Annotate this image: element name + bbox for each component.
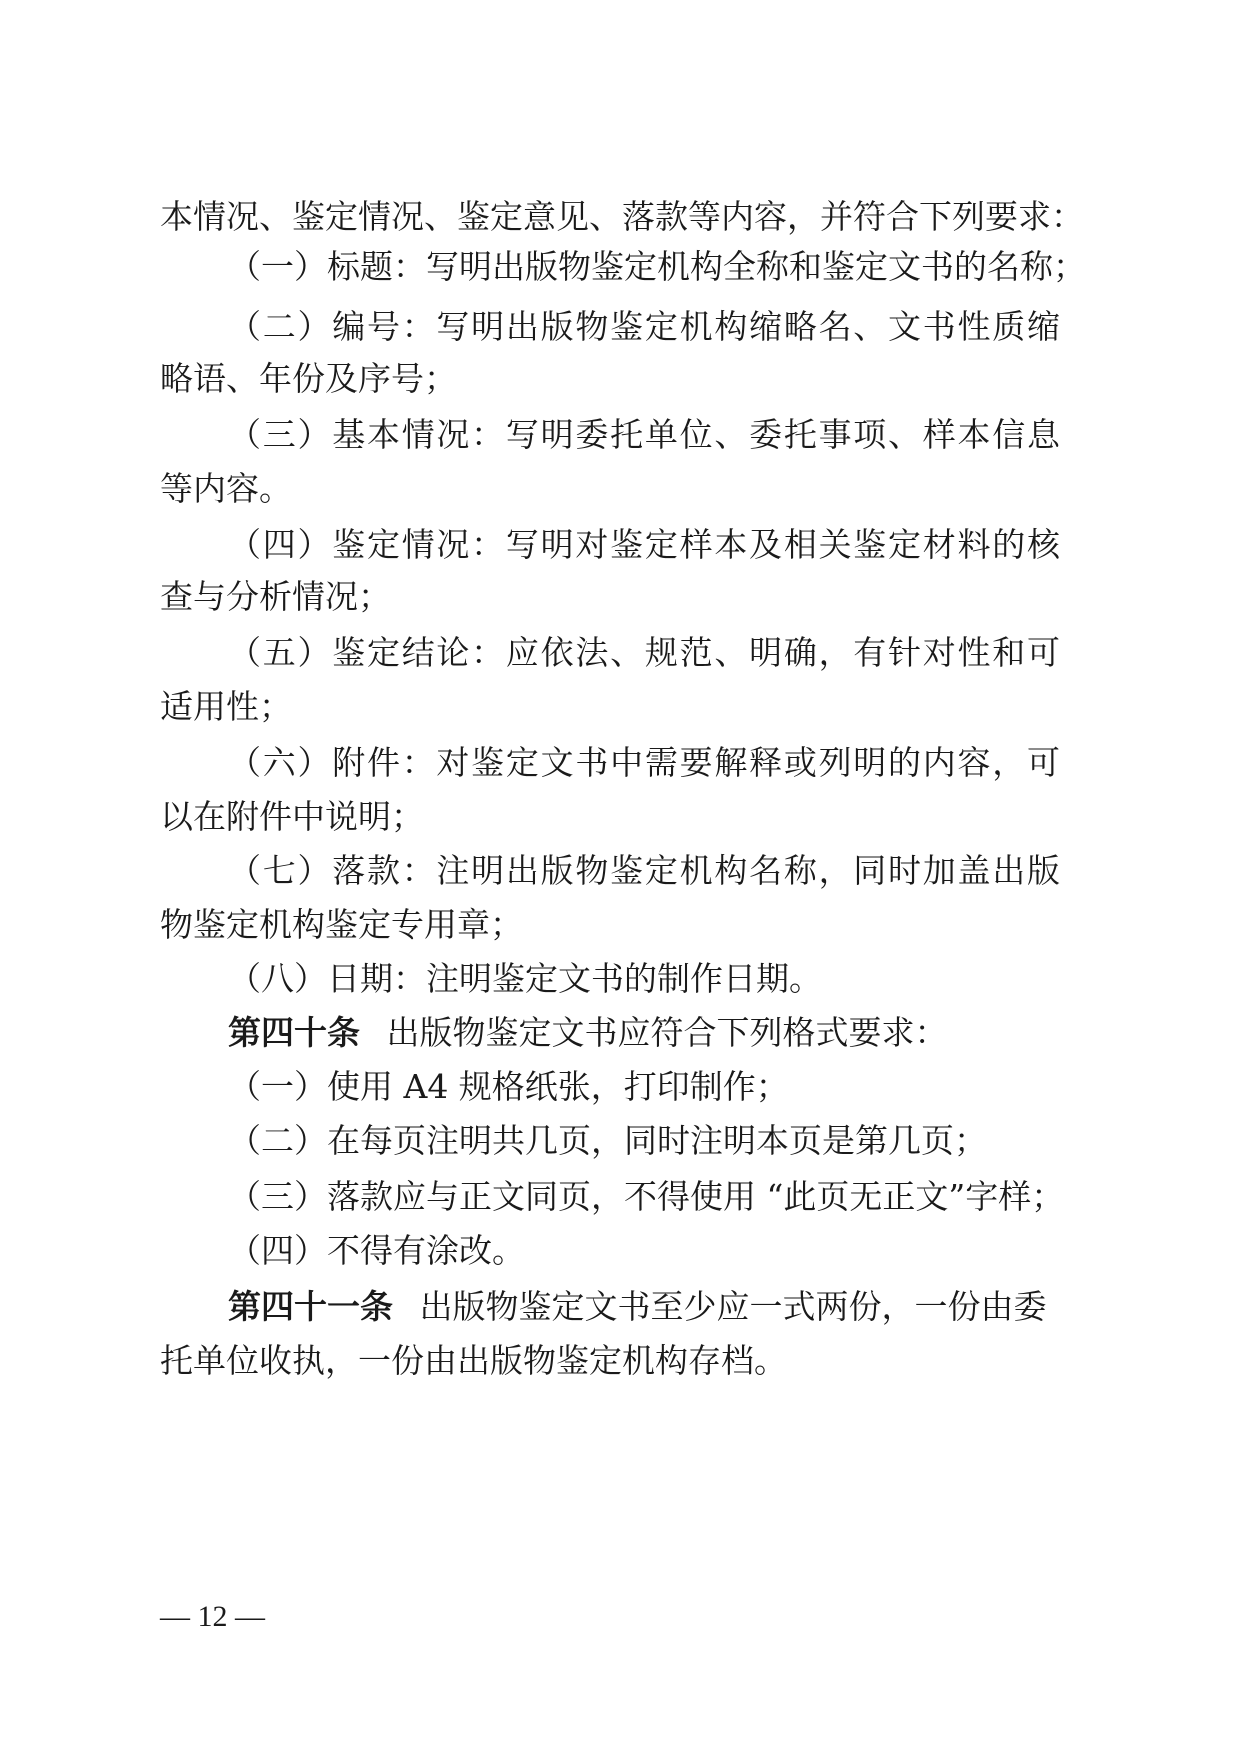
format-item-1: （一）使用 A4 规格纸张，打印制作；: [228, 1067, 789, 1106]
text-line: 适用性；: [160, 687, 292, 726]
text-line: 略语、年份及序号；: [160, 359, 457, 398]
article-40: [228, 1013, 1060, 1052]
item-conclusion: （五）鉴定结论：应依法、规范、明确，有针对性和可: [228, 633, 1060, 672]
format-item-3: （三）落款应与正文同页，不得使用 “此页无正文”字样；: [228, 1177, 1065, 1216]
text-line: 物鉴定机构鉴定专用章；: [160, 905, 523, 944]
text-line: 查与分析情况；: [160, 577, 391, 616]
item-basic-info: （三）基本情况：写明委托单位、委托事项、样本信息: [228, 415, 1060, 454]
page-number: — 12 —: [160, 1600, 265, 1633]
item-signature: （七）落款：注明出版物鉴定机构名称，同时加盖出版: [228, 851, 1060, 890]
article-text: 出版物鉴定文书应符合下列格式要求：: [386, 1013, 948, 1052]
item-date: （八）日期：注明鉴定文书的制作日期。: [228, 959, 822, 998]
item-title: （一）标题：写明出版物鉴定机构全称和鉴定文书的名称；: [228, 247, 1086, 286]
format-item-2: （二）在每页注明共几页，同时注明本页是第几页；: [228, 1121, 987, 1160]
text-line: 等内容。: [160, 469, 292, 508]
article-heading: 第四十一条: [228, 1287, 393, 1326]
article-heading: 第四十条: [228, 1013, 360, 1052]
text-line: 托单位收执，一份由出版物鉴定机构存档。: [160, 1341, 787, 1380]
item-attachment: （六）附件：对鉴定文书中需要解释或列明的内容，可: [228, 743, 1060, 782]
item-number: （二）编号：写明出版物鉴定机构缩略名、文书性质缩: [228, 307, 1060, 346]
item-appraisal-status: （四）鉴定情况：写明对鉴定样本及相关鉴定材料的核: [228, 525, 1060, 564]
text-line: 本情况、鉴定情况、鉴定意见、落款等内容，并符合下列要求：: [160, 197, 1084, 236]
text-line: 以在附件中说明；: [160, 797, 424, 836]
article-text: 出版物鉴定文书至少应一式两份，一份由委: [419, 1287, 1047, 1326]
format-item-4: （四）不得有涂改。: [228, 1231, 525, 1270]
article-41: [228, 1287, 1060, 1326]
